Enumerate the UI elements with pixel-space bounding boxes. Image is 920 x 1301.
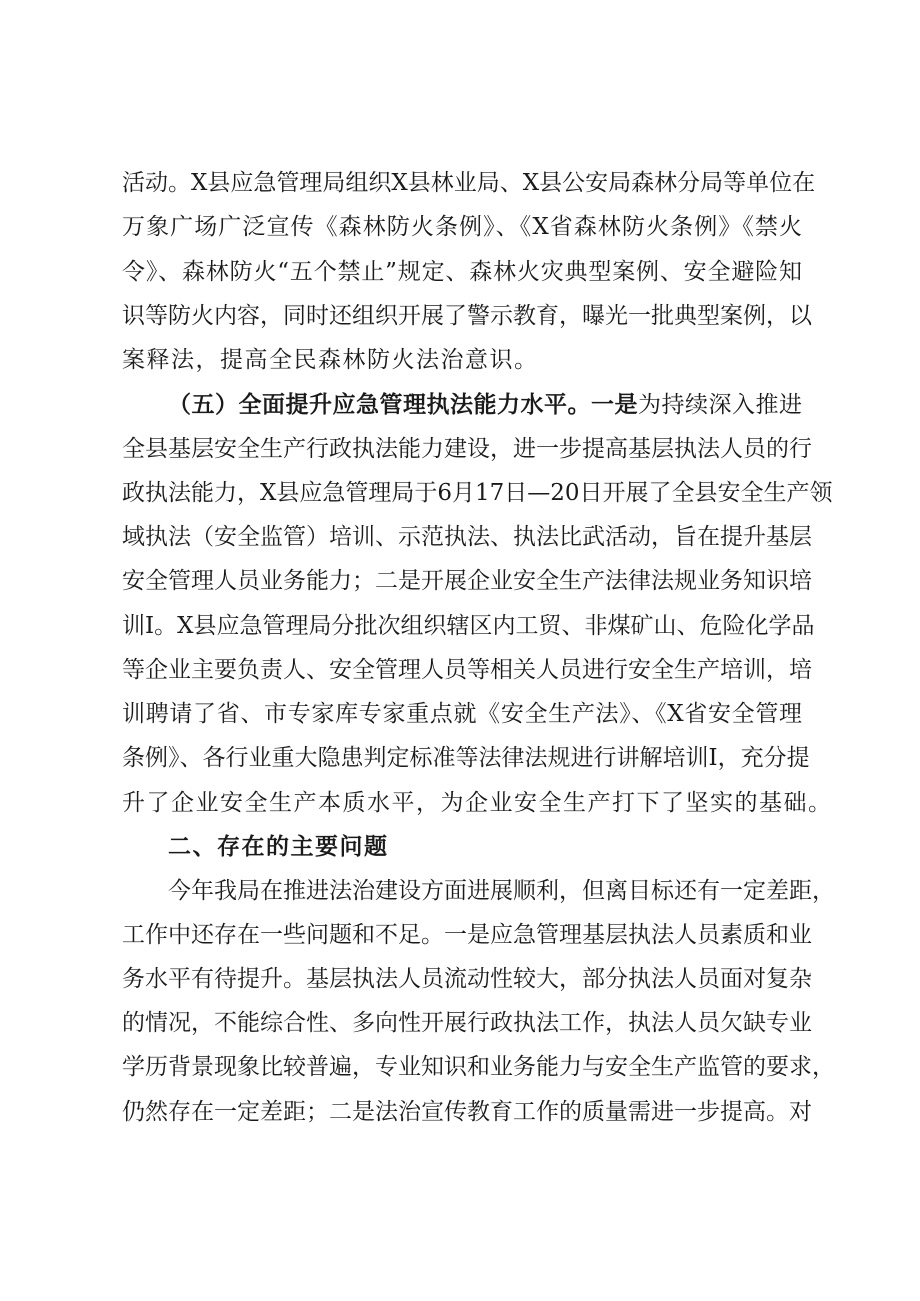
text-line <box>122 655 812 685</box>
text-run: 仍然存在一定差距；二是法治宣传教育工作的质量需进一步提高。对 <box>122 1099 812 1125</box>
text-line <box>122 1097 812 1127</box>
text-run: 为持续深入推进 <box>638 392 802 418</box>
text-run: 学历背景现象比较普遍，专业知识和业务能力与安全生产监管的要求， <box>122 1054 835 1080</box>
text-run: 训I。X县应急管理局分批次组织辖区内工贸、非煤矿山、危险化学品 <box>122 613 815 639</box>
text-line <box>122 1008 812 1038</box>
section-heading <box>168 832 802 862</box>
text-run: 安全管理人员业务能力；二是开展企业安全生产法律法规业务知识培 <box>122 568 812 594</box>
text-line <box>168 876 835 906</box>
text-line <box>122 257 802 287</box>
text-line <box>122 743 810 773</box>
text-run: 升了企业安全生产本质水平，为企业安全生产打下了坚实的基础。 <box>122 790 833 816</box>
text-line <box>122 212 802 242</box>
text-run: 全县基层安全生产行政执法能力建设，进一步提高基层执法人员的行 <box>122 436 812 462</box>
text-line <box>122 1052 835 1082</box>
text-line <box>122 345 802 375</box>
text-run: 训聘请了省、市专家库专家重点就《安全生产法》、《X省安全管理 <box>122 701 802 727</box>
bold-text-run: 二、存在的主要问题 <box>168 833 389 860</box>
text-run: 务水平有待提升。基层执法人员流动性较大，部分执法人员面对复杂 <box>122 966 812 992</box>
text-line <box>122 964 812 994</box>
text-run: 条例》、各行业重大隐患判定标准等法律法规进行讲解培训I，充分提 <box>122 745 810 771</box>
text-line <box>122 522 812 552</box>
text-run: 等企业主要负责人、安全管理人员等相关人员进行安全生产培训，培 <box>122 657 812 683</box>
text-run: 工作中还存在一些问题和不足。一是应急管理基层执法人员素质和业 <box>122 922 812 948</box>
text-line <box>122 478 833 508</box>
text-line <box>122 434 812 464</box>
text-line <box>122 788 833 818</box>
text-run: 活动。X县应急管理局组织X县林业局、X县公安局森林分局等单位在 <box>122 170 816 196</box>
text-line <box>122 168 816 198</box>
text-line <box>122 699 802 729</box>
text-line <box>122 920 812 950</box>
text-line <box>122 566 812 596</box>
text-line <box>168 390 802 420</box>
text-run: 令》、森林防火“五个禁止”规定、森林火灾典型案例、安全避险知 <box>122 259 802 285</box>
text-run: 案释法，提高全民森林防火法治意识。 <box>122 347 539 373</box>
text-run: 的情况，不能综合性、多向性开展行政执法工作，执法人员欠缺专业 <box>122 1010 812 1036</box>
text-run: 识等防火内容，同时还组织开展了警示教育，曝光一批典型案例，以 <box>122 303 812 329</box>
text-run: 域执法（安全监管）培训、示范执法、执法比武活动，旨在提升基层 <box>122 524 812 550</box>
text-run: 今年我局在推进法治建设方面进展顺利，但离目标还有一定差距， <box>168 878 835 904</box>
text-line <box>122 611 815 641</box>
text-run: 万象广场广泛宣传《森林防火条例》、《X省森林防火条例》《禁火 <box>122 214 802 240</box>
text-run: 政执法能力，X县应急管理局于6月17日—20日开展了全县安全生产领 <box>122 480 833 506</box>
bold-text-run: （五）全面提升应急管理执法能力水平。一是 <box>168 391 638 418</box>
text-line <box>122 301 812 331</box>
